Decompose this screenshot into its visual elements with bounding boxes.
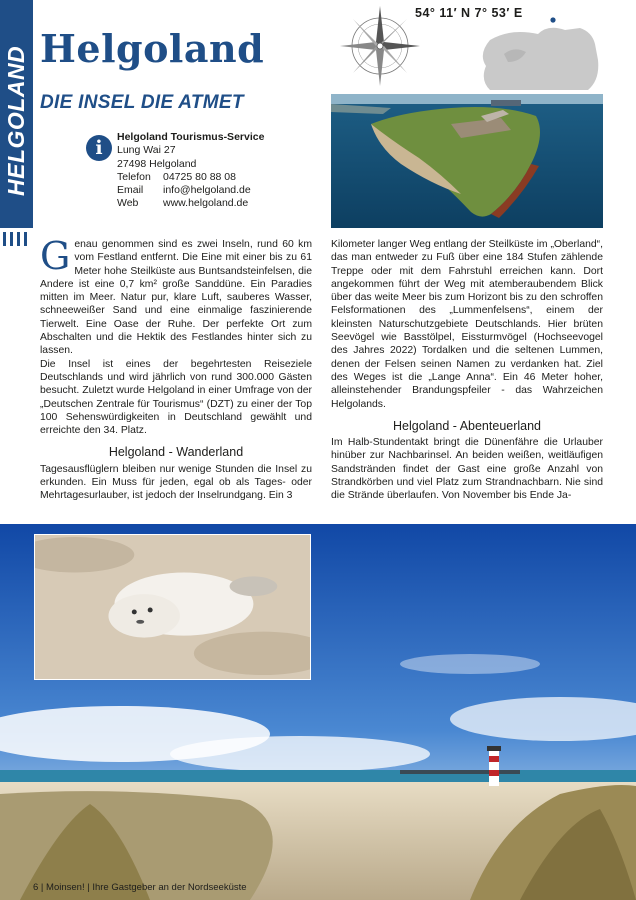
article-paragraph: Tagesausflüglern bleiben nur wenige Stunden die Insel zu erkunden. Ein Muss für jeden, egal ob als Tages- oder Mehrtagesurlauber, ist jedoch der Inselrundgang. Ein 3	[40, 463, 312, 502]
coordinates: 54° 11′ N 7° 53′ E	[415, 6, 523, 20]
side-label: HELGOLAND	[3, 45, 29, 196]
article-paragraph: Die Insel ist eines der begehrtesten Reiseziele Deutschlands und wird jährlich von rund 300.000 Gästen besucht. Zuletzt wurde Helgoland in einer Umfrage von der „Deutschen Zentrale für Tourismus“ (DZT) zu einer der Top 100 Sehenswürdigkeiten in Deutschland gewählt und erreichte den 34. Platz.	[40, 358, 312, 437]
contact-email-row	[117, 184, 264, 197]
article-column-right	[331, 238, 603, 503]
side-stripe	[10, 232, 13, 246]
info-icon: i	[86, 135, 112, 161]
island-map-icon	[430, 10, 605, 92]
dropcap: G	[40, 234, 71, 278]
contact-email-link[interactable]: info@helgoland.de	[163, 184, 251, 197]
side-stripe	[24, 232, 27, 246]
seal-pup-photo	[34, 534, 311, 680]
contact-email-label: Email	[117, 184, 144, 197]
section-heading-abenteuerland: Helgoland - Abenteuerland	[392, 418, 542, 433]
contact-phone-row	[117, 171, 264, 184]
side-bar	[0, 0, 33, 228]
compass-rose-icon	[335, 2, 425, 88]
contact-phone-label: Telefon	[117, 170, 151, 183]
side-stripe	[17, 232, 20, 246]
section-heading-wanderland: Helgoland - Wanderland	[108, 445, 244, 460]
contact-block	[117, 131, 264, 211]
article-column-left	[40, 234, 312, 503]
contact-street: Lung Wai 27	[117, 144, 176, 157]
contact-org: Helgoland Tourismus-Service	[117, 131, 265, 143]
article-paragraph: Kilometer langer Weg entlang der Steilküste im „Oberland“, das man entweder zu Fuß über eine 184 Stufen zählende Treppe oder mit dem Fahrstuhl erreichen kann. Dort angekommen führt der Weg mit atemberaubendem Blick über das weite Meer bis zum Horizont bis zu den schroffen Felsformationen des „Lummenfelsens“, einem der kleinsten Naturschutzgebiete Deutschlands. Hier brüten Seevögel wie Basstölpel, Eissturmvögel (Hochseevogel des Jahres 2022) Tordalken und die seltenen Lummen, denen der Felsen seinen Namen zu verdanken hat. Ziel des Weges ist die „Lange Anna“. Ein 46 Meter hoher, alleinstehender Brandungspfeiler - das Wahrzeichen Helgolands.	[331, 239, 603, 410]
contact-city: 27498 Helgoland	[117, 157, 197, 170]
side-stripe	[3, 232, 6, 246]
page-footer: 6 | Moinsen! | Ihre Gastgeber an der Nordseeküste	[33, 882, 247, 893]
intro-text: enau genommen sind es zwei Inseln, rund 60 km vom Festland entfernt. Die Eine mit einer bis zu 61 Meter hohe Steilküste aus Buntsandsteinfelsen, die Andere ist eine 0,7 km² große Sanddüne. Ein Paradies mitten im Meer. Natur pur, klare Luft, sauberes Wasser, schneeweißer Sand und eine einmalige faszinierende Tierwelt. Eine Oase der Ruhe. Der perfekte Ort zum Abschalten und die Hektik des Festlandes hinter sich zu lassen.	[40, 239, 312, 357]
article-intro	[40, 234, 312, 358]
page-title: Helgoland	[40, 26, 265, 71]
contact-web-link[interactable]: www.helgoland.de	[163, 197, 249, 210]
contact-web-row	[117, 197, 264, 210]
contact-web-label: Web	[117, 197, 139, 210]
article-paragraph: Im Halb-Stundentakt bringt die Dünenfähre die Urlauber hinüber zur Nachbarinsel. An beiden weißen, weitläufigen Sandstränden findet der Gast eine große Anzahl von Strandkörben und viel Platz zum Strandnachbarn. Nie sind die Strände überlaufen. Von November bis Ende Ja-	[331, 437, 603, 502]
page-subtitle: DIE INSEL DIE ATMET	[40, 92, 244, 113]
contact-phone: 04725 80 88 08	[163, 170, 236, 183]
aerial-island-photo	[331, 94, 603, 228]
